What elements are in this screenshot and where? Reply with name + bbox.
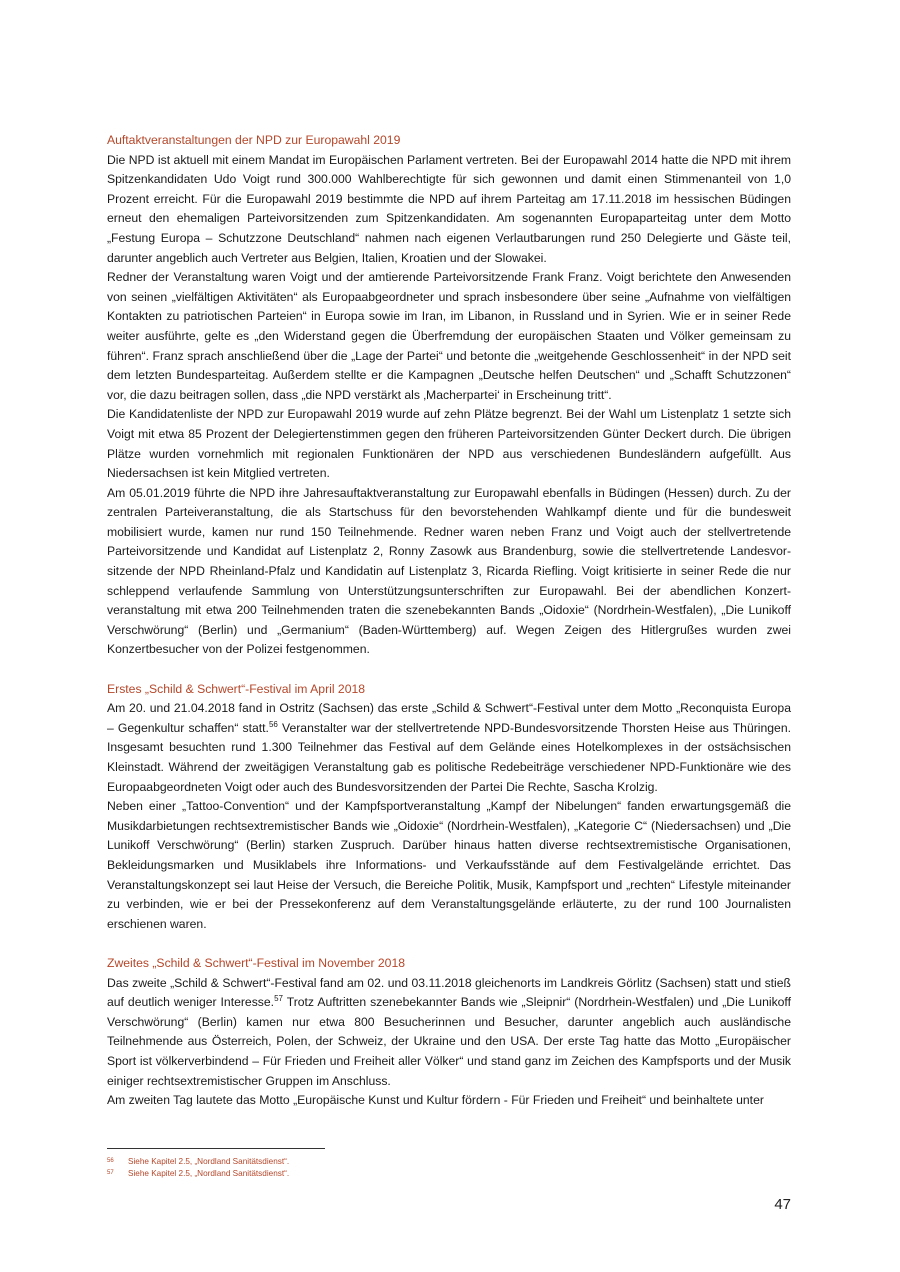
paragraph: Am 20. und 21.04.2018 fand in Ostritz (Sachsen) das erste „Schild & Schwert“-Festival unter dem Motto „Reconquista Europa – Gegenkultur schaffen“ statt.$^{56}$ Veranstalter war der stellvertretende NPD-Bundesvorsitzende Thorsten Heise aus Thüringen. Insgesamt besuchten rund 1.300 Teilnehmer das Festival auf dem Gelände eines Hotelkomplexes in der ostsächsischen Kleinstadt. Während der zweitägigen Veranstaltung gab es politische Redebeiträge verschiedener NPD-Funktionäre wie des Europaabgeordneten Voigt oder auch des Bundesvorsitzenden der Partei Die Rechte, Sascha Krolzig. [107,701,791,794]
section-heading: Erstes „Schild & Schwert“-Festival im April 2018 [107,681,366,696]
footnote [107,1168,791,1180]
paragraph: Am 05.01.2019 führte die NPD ihre Jahresauftaktveranstaltung zur Europawahl ebenfalls in Büdingen (Hessen) durch. Zu der zentralen Parteiveranstaltung, die als Startschuss für den bevorstehenden Wahlkampf diente und für die bundesweit mobilisiert wurde, kamen nur rund 150 Teilnehmende. Redner waren neben Franz und Voigt auch der stellvertretende Parteivorsitzende und Kandidat auf Listenplatz 2, Ronny Zasowk aus Brandenburg, sowie die stellvertretende Landesvorsitzende der NPD Rheinland-Pfalz und Kandidatin auf Listenplatz 3, Ricarda Riefling. Voigt kritisierte in seiner Rede die nur schleppend verlaufende Sammlung von Unterstützungsunterschriften zur Europawahl. Bei der abendlichen Konzertveranstaltung mit etwa 200 Teilnehmenden traten die szenebekannten Bands „Oidoxie“ (Nordrhein-Westfalen), „Die Lunikoff Verschwörung“ (Berlin) und „Germanium“ (Baden-Württemberg) auf. Wegen Zeigen des Hitlergrußes wurden zwei Konzertbesucher von der Polizei festgenommen. [107,485,791,657]
footnote-text: Siehe Kapitel 2.5, „Nordland Sanitätsdienst“. [128,1169,290,1178]
paragraph: Redner der Veranstaltung waren Voigt und der amtierende Parteivorsitzende Frank Franz. Voigt berichtete den Anwesenden von seinen „vielfältigen Aktivitäten“ als Europaabgeordneter und sprach insbesondere über seine „Aufnahme von vielfältigen Kontakten zu patriotischen Parteien“ in Europa sowie im Iran, im Libanon, in Russland und in Syrien. Wie er in seiner Rede weiter ausführte, gelte es „den Widerstand gegen die Überfremdung der europäischen Staaten und Völker gemeinsam zu führen“. Franz sprach anschließend über die „Lage der Partei“ und betonte die „weitgehende Geschlossenheit“ in der NPD seit dem letzten Bundesparteitag. Außerdem stellte er die Kampagnen „Deutsche helfen Deutschen“ und „Schafft Schutzzonen“ vor, die dazu beitragen sollen, dass „die NPD verstärkt als ‚Macherpartei‘ in Erscheinung tritt“. [107,270,791,402]
paragraph: Die Kandidatenliste der NPD zur Europawahl 2019 wurde auf zehn Plätze begrenzt. Bei der Wahl um Listenplatz 1 setzte sich Voigt mit etwa 85 Prozent der Delegiertenstimmen gegen den früheren Parteivorsitzenden Günter Deckert durch. Die übrigen Plätze wurden vornehmlich mit regionalen Funktionären der NPD aus verschiedenen Bundesländern aufgefüllt. Aus Niedersachsen ist kein Mitglied vertreten. [107,407,791,481]
footnote-number: 56 [107,1158,114,1164]
paragraph: Neben einer „Tattoo-Convention“ und der Kampfsportveranstaltung „Kampf der Nibelungen“ fanden erwartungsgemäß die Musikdarbietungen rechtsextremistischer Bands wie „Oidoxie“ (Nordrhein-Westfalen), „Kategorie C“ (Niedersachsen) und „Die Lunikoff Verschwörung“ (Berlin) starken Zuspruch. Darüber hinaus hatten diverse rechtsextremistische Organisationen, Bekleidungsmarken und Musiklabels ihre Informations- und Verkaufsstände auf dem Festivalgelände errichtet. Das Veranstaltungskonzept sei laut Heise der Versuch, die Bereiche Politik, Musik, Kampfsport und „rechten“ Lifestyle miteinander zu verbinden, wie er bei der Pressekonferenz auf dem Veranstaltungsgelände erläuterte, zu der rund 100 Journalisten erschienen waren. [107,799,791,931]
footnote-number: 57 [107,1170,114,1176]
footnotes [107,1156,791,1180]
paragraph: Am zweiten Tag lautete das Motto „Europäische Kunst und Kultur fördern - Für Frieden und Freiheit“ und beinhaltete unter [107,1093,764,1108]
footnote-divider [107,1148,325,1149]
paragraph: Die NPD ist aktuell mit einem Mandat im Europäischen Parlament vertreten. Bei der Europawahl 2014 hatte die NPD mit ihrem Spitzenkandidaten Udo Voigt rund 300.000 Wahlberechtigte für sich gewonnen und damit einen Stimmenanteil von 1,0 Prozent erreicht. Für die Europawahl 2019 bestimmte die NPD auf ihrem Parteitag am 17.11.2018 im hessischen Büdingen erneut den ehemaligen Parteivorsitzenden zum Spitzenkandidaten. Am sogenannten Europaparteitag unter dem Motto „Festung Europa – Schutzzone Deutschland“ nahmen nach eigenen Verlautbarungen rund 250 Delegierte und Gäste teil, darunter angeblich auch Vertreter aus Belgien, Italien, Kroatien und der Slowakei. [107,152,791,265]
footnote-text: Siehe Kapitel 2.5, „Nordland Sanitätsdienst“. [128,1157,290,1166]
footnote-ref: 56 [268,719,278,729]
footnote-ref: 57 [274,994,283,1004]
section-heading: Zweites „Schild & Schwert“-Festival im November 2018 [107,955,406,970]
page-number: 47 [774,1196,791,1213]
section-heading: Auftaktveranstaltungen der NPD zur Europawahl 2019 [107,133,401,147]
paragraph: Das zweite „Schild & Schwert“-Festival fand am 02. und 03.11.2018 gleichenorts im Landkreis Görlitz (Sachsen) statt und stieß auf deutlich weniger Interesse.$^{57}$ Trotz Auftritten szenebekannter Bands wie „Sleipnir“ (Nordrhein-Westfalen) und „Die Lunikoff Verschwörung“ (Berlin) kamen nur etwa 800 Besucherinnen und Besucher, darunter angeblich auch ausländische Teilnehmende aus Österreich, Polen, der Schweiz, der Ukraine und den USA. Der erste Tag hatte das Motto „Europäischer Sport ist völkerverbindend – Für Frieden und Freiheit aller Völker“ und stand ganz im Zeichen des Kampfsports und der Musik einiger rechtsextremistischer Gruppen im Anschluss. [107,975,791,1088]
footnote [107,1156,791,1168]
document-body [107,131,791,1111]
